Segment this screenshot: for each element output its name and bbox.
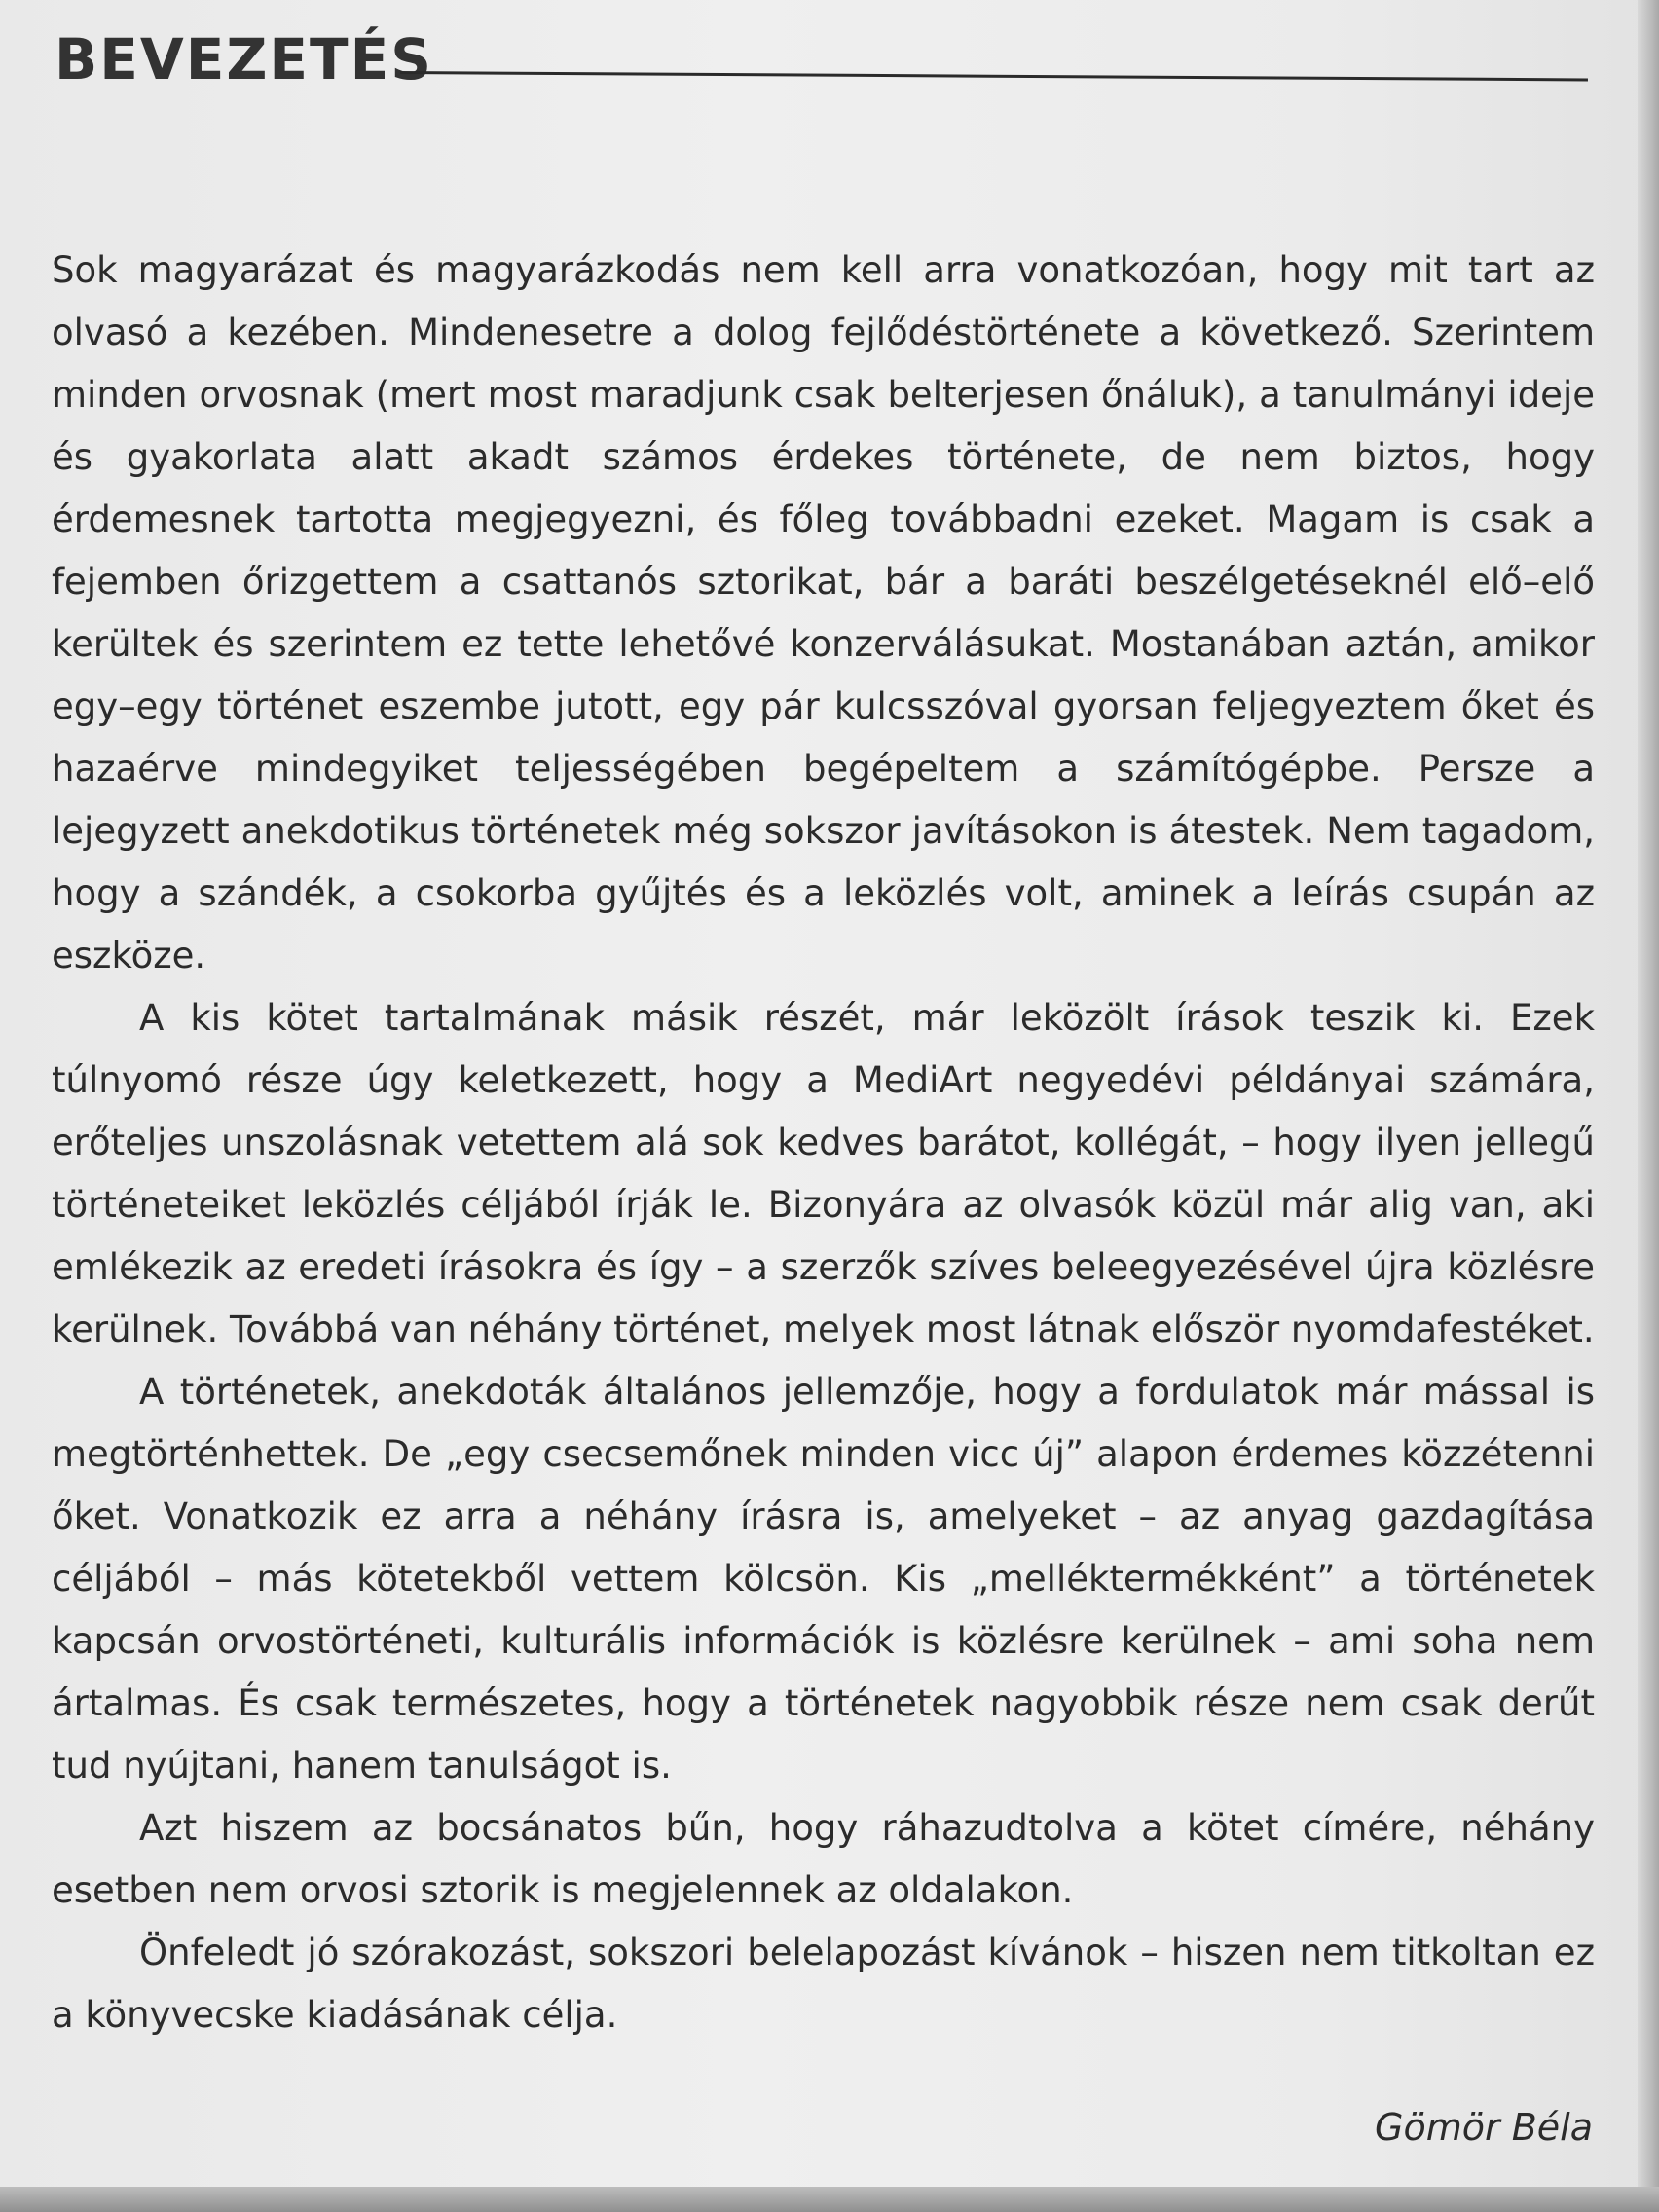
paragraph-3: A történetek, anekdoták általános jellemzője, hogy a fordulatok már mással is megtörténhettek. De „egy csecsemőnek minden vicc új” alapon érdemes közzétenni őket. Vonatkozik ez arra a néhány írásra is, amelyeket – az anyag gazdagítása céljából – más kötetekből vettem kölcsön. Kis „melléktermékként” a történetek kapcsán orvostörténeti, kulturális információk is közlésre kerülnek – ami soha nem ártalmas. És csak természetes, hogy a történetek nagyobbik része nem csak derűt tud nyújtani, hanem tanulságot is.	[52, 1371, 1595, 1787]
header-rule	[400, 71, 1588, 81]
paragraph-5: Önfeledt jó szórakozást, sokszori belelapozást kívánok – hiszen nem titkoltan ez a könyvecske kiadásának célja.	[52, 1932, 1595, 2036]
chapter-header	[55, 25, 1588, 93]
paragraph-2: A kis kötet tartalmának másik részét, már leközölt írások teszik ki. Ezek túlnyomó része úgy keletkezett, hogy a MediArt negyedévi példányai számára, erőteljes unszolásnak vetettem alá sok kedves barátot, kollégát, – hogy ilyen jellegű történeteiket leközlés céljából írják le. Bizonyára az olvasók közül már alig van, aki emlékezik az eredeti írásokra és így – a szerzők szíves beleegyezésével újra közlésre kerülnek. Továbbá van néhány történet, melyek most látnak először nyomdafestéket.	[52, 997, 1595, 1350]
body-text	[52, 240, 1595, 2046]
paragraph-1: Sok magyarázat és magyarázkodás nem kell arra vonatkozóan, hogy mit tart az olvasó a kezében. Mindenesetre a dolog fejlődéstörténete a következő. Szerintem minden orvosnak (mert most maradjunk csak belterjesen őnáluk), a tanulmányi ideje és gyakorlata alatt akadt számos érdekes története, de nem biztos, hogy érdemesnek tartotta megjegyezni, és főleg továbbadni ezeket. Magam is csak a fejemben őrizgettem a csattanós sztorikat, bár a baráti beszélgetéseknél elő–elő kerültek és szerintem ez tette lehetővé konzerválásukat. Mostanában aztán, amikor egy–egy történet eszembe jutott, egy pár kulcsszóval gyorsan feljegyeztem őket és hazaérve mindegyiket teljességében begépeltem a számítógépbe. Persze a lejegyzett anekdotikus történetek még sokszor javításokon is átestek. Nem tagadom, hogy a szándék, a csokorba gyűjtés és a leközlés volt, aminek a leírás csupán az eszköze.	[52, 249, 1595, 977]
author-signature: Gömör Béla	[1375, 2106, 1593, 2149]
page-edge-shadow	[1638, 0, 1659, 2212]
chapter-title: BEVEZETÉS	[55, 26, 433, 92]
bottom-edge-shadow	[0, 2187, 1659, 2212]
paragraph-4: Azt hiszem az bocsánatos bűn, hogy ráhazudtolva a kötet címére, néhány esetben nem orvosi sztorik is megjelennek az oldalakon.	[52, 1807, 1595, 1911]
